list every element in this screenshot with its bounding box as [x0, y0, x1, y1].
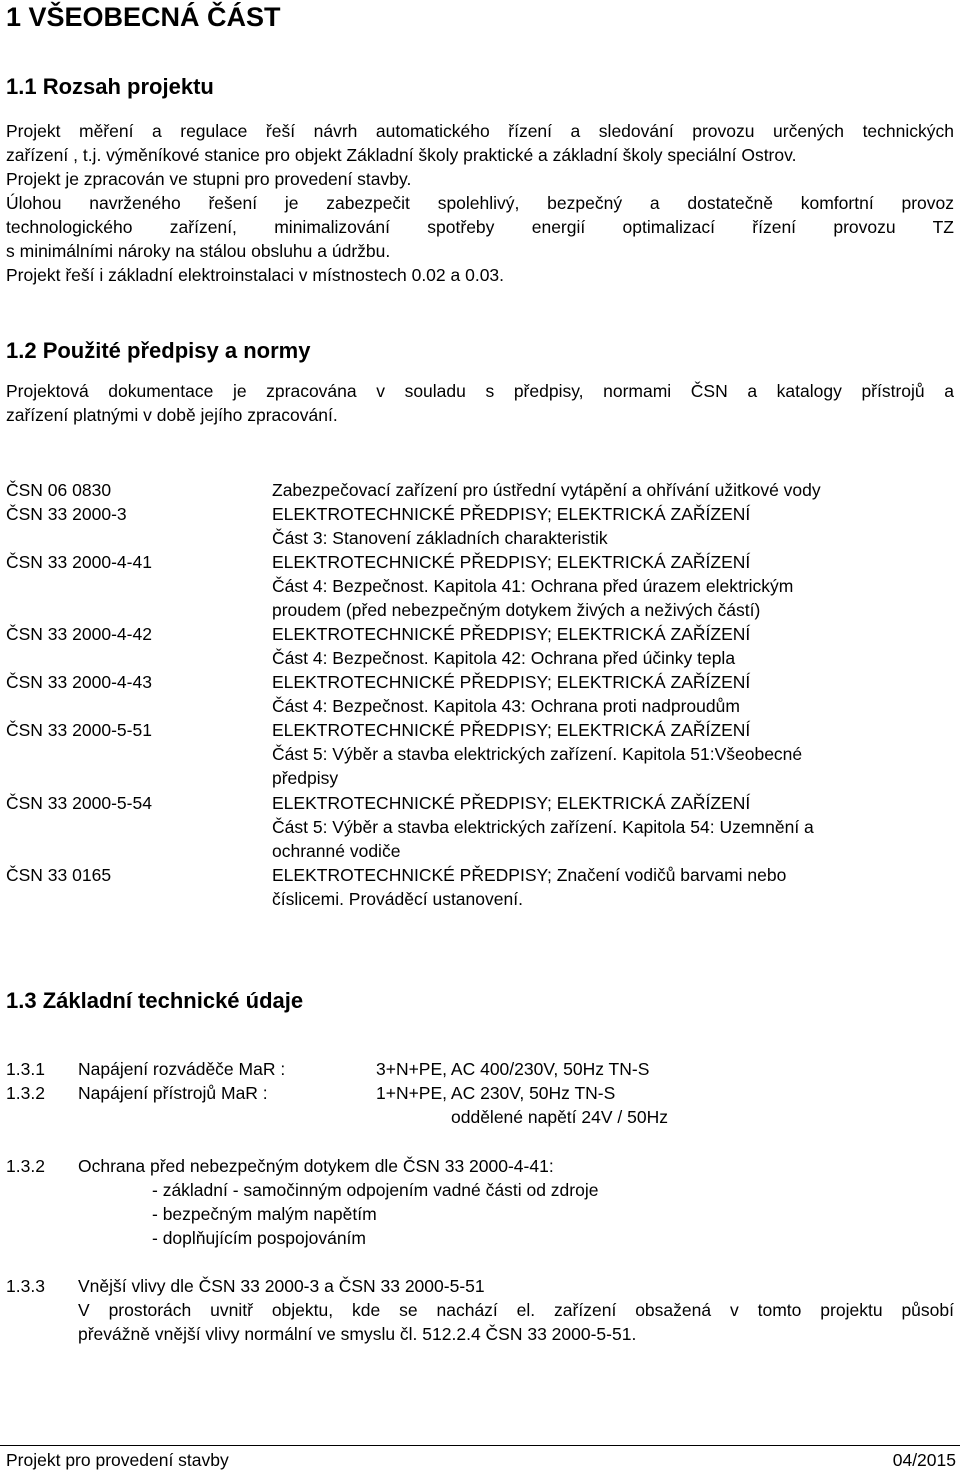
norm-code: ČSN 33 2000-3: [6, 504, 127, 524]
item-number: 1.3.3: [6, 1276, 45, 1296]
chapter-title: 1 VŠEOBECNÁ ČÁST: [6, 2, 281, 32]
footer-rule: [0, 1445, 960, 1446]
paragraph-line: převážně vnější vlivy normální ve smyslu čl. 512.2.4 ČSN 33 2000-5-51.: [78, 1324, 637, 1344]
norm-desc: Část 3: Stanovení základních charakteristik: [272, 528, 608, 548]
norm-desc: ELEKTROTECHNICKÉ PŘEDPISY; ELEKTRICKÁ ZAŘÍZENÍ: [272, 624, 751, 644]
norm-code: ČSN 33 2000-4-42: [6, 624, 152, 644]
item-value: oddělené napětí 24V / 50Hz: [451, 1107, 668, 1127]
list-item: - základní - samočinným odpojením vadné části od zdroje: [152, 1180, 599, 1200]
paragraph-line: Úlohou navrženého řešení je zabezpečit spolehlivý, bezpečný a dostatečně komfortní provoz: [6, 193, 954, 213]
item-number: 1.3.2: [6, 1156, 45, 1176]
section-title-1-2: 1.2 Použité předpisy a normy: [6, 338, 311, 363]
norm-desc: proudem (před nebezpečným dotykem živých a neživých částí): [272, 600, 761, 620]
norm-desc: ELEKTROTECHNICKÉ PŘEDPISY; ELEKTRICKÁ ZAŘÍZENÍ: [272, 793, 751, 813]
norm-code: ČSN 06 0830: [6, 480, 112, 500]
norm-desc: ELEKTROTECHNICKÉ PŘEDPISY; ELEKTRICKÁ ZAŘÍZENÍ: [272, 720, 751, 740]
norm-desc: ELEKTROTECHNICKÉ PŘEDPISY; ELEKTRICKÁ ZAŘÍZENÍ: [272, 504, 751, 524]
norm-desc: Část 4: Bezpečnost. Kapitola 41: Ochrana před úrazem elektrickým: [272, 576, 794, 596]
norm-code: ČSN 33 0165: [6, 865, 112, 885]
norm-code: ČSN 33 2000-5-51: [6, 720, 152, 740]
item-value: 1+N+PE, AC 230V, 50Hz TN-S: [376, 1083, 616, 1103]
norm-desc: ochranné vodiče: [272, 841, 401, 861]
paragraph-line: Projekt řeší i základní elektroinstalaci v místnostech 0.02 a 0.03.: [6, 265, 505, 285]
item-label: Ochrana před nebezpečným dotykem dle ČSN 33 2000-4-41:: [78, 1156, 554, 1176]
item-value: 3+N+PE, AC 400/230V, 50Hz TN-S: [376, 1059, 650, 1079]
section-title-1-3: 1.3 Základní technické údaje: [6, 988, 304, 1013]
item-number: 1.3.1: [6, 1059, 45, 1079]
norm-desc: ELEKTROTECHNICKÉ PŘEDPISY; Značení vodičů barvami nebo: [272, 865, 787, 885]
norm-code: ČSN 33 2000-4-43: [6, 672, 152, 692]
item-label: Vnější vlivy dle ČSN 33 2000-3 a ČSN 33 2000-5-51: [78, 1276, 485, 1296]
norm-desc: ELEKTROTECHNICKÉ PŘEDPISY; ELEKTRICKÁ ZAŘÍZENÍ: [272, 672, 751, 692]
norm-desc: Část 4: Bezpečnost. Kapitola 43: Ochrana proti nadproudům: [272, 696, 740, 716]
section-title-1-1: 1.1 Rozsah projektu: [6, 74, 214, 99]
paragraph-line: Projekt je zpracován ve stupni pro provedení stavby.: [6, 169, 412, 189]
list-item: - bezpečným malým napětím: [152, 1204, 377, 1224]
norm-desc: číslicemi. Prováděcí ustanovení.: [272, 889, 523, 909]
paragraph-line: zařízení , t.j. výměníkové stanice pro objekt Základní školy praktické a základní školy speciální Ostrov.: [6, 145, 797, 165]
footer-left: Projekt pro provedení stavby: [6, 1450, 229, 1470]
norm-desc: Část 5: Výběr a stavba elektrických zařízení. Kapitola 51:Všeobecné: [272, 744, 803, 764]
paragraph-line: technologického zařízení, minimalizování spotřeby energií optimalizací řízení provozu TZ: [6, 217, 954, 237]
item-number: 1.3.2: [6, 1083, 45, 1103]
norm-desc: ELEKTROTECHNICKÉ PŘEDPISY; ELEKTRICKÁ ZAŘÍZENÍ: [272, 552, 751, 572]
item-label: Napájení rozváděče MaR :: [78, 1059, 286, 1079]
norm-code: ČSN 33 2000-4-41: [6, 552, 152, 572]
paragraph-line: Projektová dokumentace je zpracována v souladu s předpisy, normami ČSN a katalogy přístrojů a: [6, 381, 954, 401]
paragraph-line: V prostorách uvnitř objektu, kde se nachází el. zařízení obsažená v tomto projektu působí: [78, 1300, 954, 1320]
paragraph-line: Projekt měření a regulace řeší návrh automatického řízení a sledování provozu určených technických: [6, 121, 954, 141]
norm-desc: Část 4: Bezpečnost. Kapitola 42: Ochrana před účinky tepla: [272, 648, 736, 668]
item-label: Napájení přístrojů MaR :: [78, 1083, 268, 1103]
list-item: - doplňujícím pospojováním: [152, 1228, 366, 1248]
norm-desc: Část 5: Výběr a stavba elektrických zařízení. Kapitola 54: Uzemnění a: [272, 817, 814, 837]
norm-code: ČSN 33 2000-5-54: [6, 793, 152, 813]
norm-desc: předpisy: [272, 768, 339, 788]
paragraph-line: s minimálními nároky na stálou obsluhu a údržbu.: [6, 241, 391, 261]
paragraph-line: zařízení platnými v době jejího zpracování.: [6, 405, 338, 425]
footer-date: 04/2015: [892, 1450, 956, 1470]
norm-desc: Zabezpečovací zařízení pro ústřední vytápění a ohřívání užitkové vody: [272, 480, 821, 500]
